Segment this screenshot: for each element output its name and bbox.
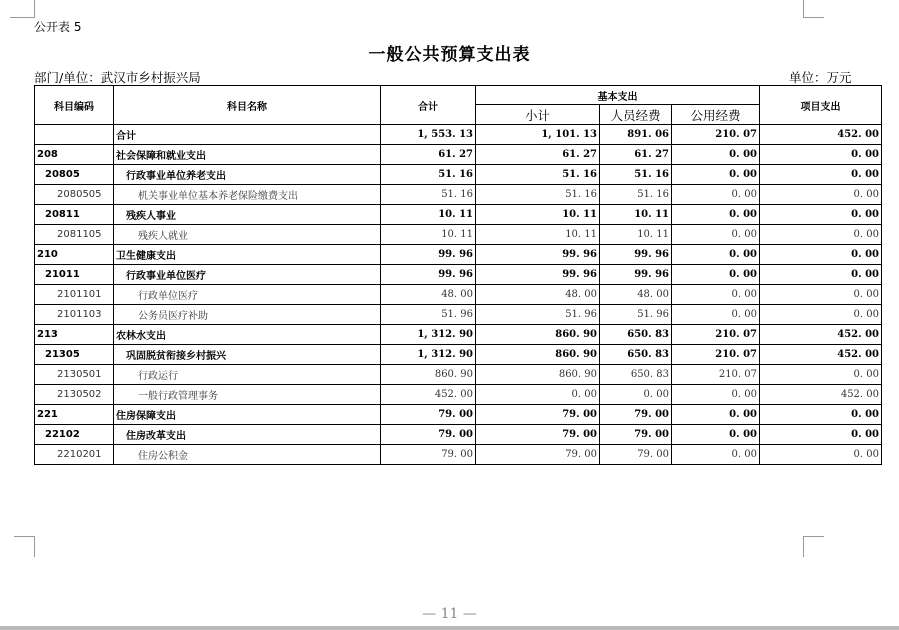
cell-subtotal: 0. 00	[476, 385, 600, 405]
cell-personnel: 79. 00	[600, 405, 672, 425]
page-bottom-bar	[0, 626, 899, 630]
table-row	[35, 265, 882, 285]
cell-public: 210. 07	[672, 345, 760, 365]
header-subtotal: 小计	[476, 105, 600, 125]
cell-public: 210. 07	[672, 125, 760, 145]
table-row	[35, 325, 882, 345]
cell-personnel: 51. 96	[600, 305, 672, 325]
cell-subtotal: 99. 96	[476, 245, 600, 265]
header-project: 项目支出	[760, 86, 882, 125]
cell-total: 79. 00	[381, 445, 476, 465]
cell-total: 1, 312. 90	[381, 325, 476, 345]
crop-mark-bottom-right	[803, 536, 824, 557]
cell-personnel: 61. 27	[600, 145, 672, 165]
cell-public: 0. 00	[672, 385, 760, 405]
cell-subtotal: 860. 90	[476, 345, 600, 365]
table-row	[35, 305, 882, 325]
cell-name: 住房保障支出	[114, 405, 381, 425]
cell-project: 452. 00	[760, 385, 882, 405]
cell-personnel: 79. 00	[600, 425, 672, 445]
table-row	[35, 245, 882, 265]
cell-total: 48. 00	[381, 285, 476, 305]
cell-personnel: 51. 16	[600, 165, 672, 185]
cell-public: 0. 00	[672, 245, 760, 265]
cell-subtotal: 79. 00	[476, 425, 600, 445]
cell-public: 0. 00	[672, 445, 760, 465]
cell-public: 0. 00	[672, 145, 760, 165]
cell-name: 行政单位医疗	[114, 285, 381, 305]
table-row	[35, 145, 882, 165]
cell-personnel: 650. 83	[600, 345, 672, 365]
cell-name: 机关事业单位基本养老保险缴费支出	[114, 185, 381, 205]
cell-total: 79. 00	[381, 425, 476, 445]
cell-personnel: 650. 83	[600, 365, 672, 385]
cell-project: 0. 00	[760, 305, 882, 325]
budget-table	[34, 85, 882, 465]
cell-project: 0. 00	[760, 365, 882, 385]
cell-code: 21011	[35, 265, 114, 285]
table-row	[35, 445, 882, 465]
cell-code: 2210201	[35, 445, 114, 465]
table-row	[35, 405, 882, 425]
cell-personnel: 79. 00	[600, 445, 672, 465]
cell-name: 卫生健康支出	[114, 245, 381, 265]
cell-public: 0. 00	[672, 305, 760, 325]
cell-personnel: 99. 96	[600, 245, 672, 265]
cell-project: 0. 00	[760, 285, 882, 305]
cell-public: 210. 07	[672, 325, 760, 345]
cell-project: 0. 00	[760, 425, 882, 445]
cell-code: 2130502	[35, 385, 114, 405]
cell-public: 0. 00	[672, 425, 760, 445]
crop-mark-top-right	[803, 0, 824, 18]
header-code: 科目编码	[35, 86, 114, 125]
cell-code: 210	[35, 245, 114, 265]
cell-public: 210. 07	[672, 365, 760, 385]
cell-project: 452. 00	[760, 325, 882, 345]
cell-name: 行政事业单位养老支出	[114, 165, 381, 185]
department-label: 部门/单位：武汉市乡村振兴局	[34, 70, 201, 85]
cell-code: 2081105	[35, 225, 114, 245]
cell-public: 0. 00	[672, 165, 760, 185]
cell-total: 61. 27	[381, 145, 476, 165]
table-row	[35, 385, 882, 405]
cell-personnel: 48. 00	[600, 285, 672, 305]
cell-public: 0. 00	[672, 265, 760, 285]
cell-project: 0. 00	[760, 445, 882, 465]
crop-mark-bottom-left	[14, 536, 35, 557]
cell-personnel: 99. 96	[600, 265, 672, 285]
cell-total: 99. 96	[381, 265, 476, 285]
unit-label: 单位：万元	[789, 70, 852, 85]
cell-name: 住房改革支出	[114, 425, 381, 445]
cell-total: 1, 553. 13	[381, 125, 476, 145]
cell-subtotal: 51. 16	[476, 165, 600, 185]
crop-mark-top-left	[10, 0, 35, 18]
table-row	[35, 285, 882, 305]
cell-total: 10. 11	[381, 225, 476, 245]
cell-subtotal: 99. 96	[476, 265, 600, 285]
cell-code: 21305	[35, 345, 114, 365]
page-number: — 11 —	[422, 606, 477, 622]
cell-personnel: 650. 83	[600, 325, 672, 345]
cell-name: 残疾人事业	[114, 205, 381, 225]
cell-project: 0. 00	[760, 205, 882, 225]
cell-code: 2101103	[35, 305, 114, 325]
cell-name: 公务员医疗补助	[114, 305, 381, 325]
cell-name: 巩固脱贫衔接乡村振兴	[114, 345, 381, 365]
header-basic: 基本支出	[476, 86, 760, 105]
form-id-label: 公开表 5	[34, 20, 82, 34]
cell-project: 0. 00	[760, 165, 882, 185]
header-total: 合计	[381, 86, 476, 125]
cell-subtotal: 51. 16	[476, 185, 600, 205]
cell-public: 0. 00	[672, 225, 760, 245]
table-row-total	[35, 125, 882, 145]
cell-project: 0. 00	[760, 145, 882, 165]
cell-project: 0. 00	[760, 265, 882, 285]
cell-code: 22102	[35, 425, 114, 445]
table-row	[35, 365, 882, 385]
cell-subtotal: 61. 27	[476, 145, 600, 165]
cell-name: 社会保障和就业支出	[114, 145, 381, 165]
cell-subtotal: 48. 00	[476, 285, 600, 305]
cell-subtotal: 51. 96	[476, 305, 600, 325]
cell-subtotal: 860. 90	[476, 365, 600, 385]
cell-personnel: 0. 00	[600, 385, 672, 405]
cell-subtotal: 860. 90	[476, 325, 600, 345]
cell-code: 20805	[35, 165, 114, 185]
cell-personnel: 10. 11	[600, 225, 672, 245]
cell-total: 10. 11	[381, 205, 476, 225]
cell-name: 住房公积金	[114, 445, 381, 465]
cell-project: 0. 00	[760, 405, 882, 425]
cell-personnel: 10. 11	[600, 205, 672, 225]
cell-total: 452. 00	[381, 385, 476, 405]
cell-subtotal: 10. 11	[476, 225, 600, 245]
cell-code: 2080505	[35, 185, 114, 205]
cell-subtotal: 10. 11	[476, 205, 600, 225]
cell-public: 0. 00	[672, 405, 760, 425]
cell-total: 99. 96	[381, 245, 476, 265]
cell-project: 0. 00	[760, 225, 882, 245]
cell-code: 2130501	[35, 365, 114, 385]
cell-name: 合计	[114, 125, 381, 145]
cell-code: 213	[35, 325, 114, 345]
cell-name: 农林水支出	[114, 325, 381, 345]
table-row	[35, 165, 882, 185]
cell-total: 860. 90	[381, 365, 476, 385]
table-row	[35, 345, 882, 365]
cell-subtotal: 79. 00	[476, 405, 600, 425]
cell-project: 0. 00	[760, 185, 882, 205]
cell-total: 51. 16	[381, 185, 476, 205]
header-name: 科目名称	[114, 86, 381, 125]
cell-name: 行政运行	[114, 365, 381, 385]
page-title: 一般公共预算支出表	[368, 45, 531, 65]
cell-code: 20811	[35, 205, 114, 225]
cell-total: 51. 16	[381, 165, 476, 185]
cell-total: 1, 312. 90	[381, 345, 476, 365]
header-public: 公用经费	[672, 105, 760, 125]
cell-code: 221	[35, 405, 114, 425]
cell-personnel: 51. 16	[600, 185, 672, 205]
cell-public: 0. 00	[672, 185, 760, 205]
cell-subtotal: 79. 00	[476, 445, 600, 465]
cell-code	[35, 125, 114, 145]
table-row	[35, 225, 882, 245]
cell-code: 208	[35, 145, 114, 165]
cell-name: 残疾人就业	[114, 225, 381, 245]
cell-project: 0. 00	[760, 245, 882, 265]
cell-name: 行政事业单位医疗	[114, 265, 381, 285]
cell-public: 0. 00	[672, 205, 760, 225]
table-row	[35, 205, 882, 225]
cell-subtotal: 1, 101. 13	[476, 125, 600, 145]
cell-public: 0. 00	[672, 285, 760, 305]
table-row	[35, 185, 882, 205]
cell-project: 452. 00	[760, 125, 882, 145]
header-personnel: 人员经费	[600, 105, 672, 125]
cell-total: 79. 00	[381, 405, 476, 425]
cell-personnel: 891. 06	[600, 125, 672, 145]
cell-project: 452. 00	[760, 345, 882, 365]
table-row	[35, 425, 882, 445]
cell-code: 2101101	[35, 285, 114, 305]
cell-name: 一般行政管理事务	[114, 385, 381, 405]
cell-total: 51. 96	[381, 305, 476, 325]
